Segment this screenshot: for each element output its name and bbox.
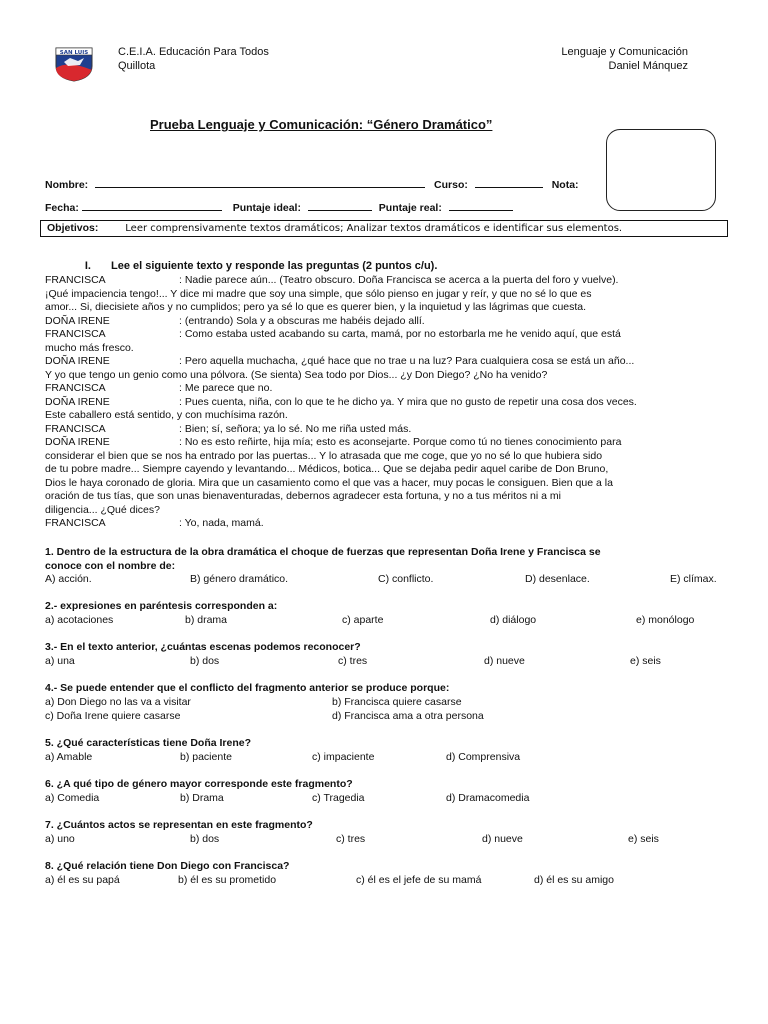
puntaje-ideal-label: Puntaje ideal:	[232, 202, 301, 214]
question-6	[0, 778, 768, 806]
speaker-name: FRANCISCA	[45, 422, 106, 435]
teacher-name: Daniel Mánquez	[608, 60, 688, 72]
dialogue-line	[45, 423, 735, 437]
speech-text: : Yo, nada, mamá.	[179, 517, 264, 529]
speech-continuation: oración de tus tías, que son unas bienaventuradas, debernos agradecer esta fortuna, y no a tus méritos ni a mi	[45, 490, 561, 502]
speech-continuation: ¡Qué impaciencia tengo!... Y dice mi madre que soy una simple, que sólo pienso en jugar y reír, y que no sé lo que es	[45, 287, 592, 300]
fecha-field[interactable]	[82, 200, 222, 211]
puntaje-real-field[interactable]	[449, 200, 513, 211]
speech-continuation: Dios le haya coronado de gloria. Mira que un casamiento como el que vas a hacer, muy pocas le consiguen. Bien que a la	[45, 476, 613, 489]
speech-continuation: considerar el bien que se nos ha entrado por las puertas... Y lo atrasada que me coge, que yo no sé lo que hubiera sido	[45, 449, 603, 462]
speech-text: : Nadie parece aún... (Teatro obscuro. Doña Francisca se acerca a la puerta del foro y vuelve).	[179, 274, 619, 286]
answer-option[interactable]: a) una	[45, 654, 75, 667]
answer-option[interactable]: b) paciente	[180, 750, 232, 763]
answer-option[interactable]: b) drama	[185, 613, 228, 626]
answer-option[interactable]: A) acción.	[45, 573, 92, 585]
answer-option[interactable]: E) clímax.	[670, 573, 717, 585]
answer-option[interactable]: a) él es su papá	[45, 873, 120, 886]
answer-option[interactable]: d) nueve	[482, 832, 523, 845]
answer-option[interactable]: c) Tragedia	[312, 791, 365, 804]
school-name: C.E.I.A. Educación Para Todos	[118, 46, 269, 58]
speech-continuation: mucho más fresco.	[45, 341, 134, 354]
grade-box[interactable]	[606, 129, 716, 211]
answer-option[interactable]: a) Don Diego no las va a visitar	[45, 695, 191, 708]
objectives-box	[40, 220, 728, 237]
answer-option[interactable]: c) tres	[338, 654, 368, 667]
speech-text: : Pues cuenta, niña, con lo que te he dicho ya. Y mira que no gusto de repetir una cosa dos veces.	[179, 395, 637, 408]
question-stem: 6. ¿A qué tipo de género mayor corresponde este fragmento?	[45, 778, 353, 790]
header-subject-block	[561, 45, 688, 73]
question-7	[0, 819, 768, 847]
answer-option[interactable]: d) Francisca ama a otra persona	[332, 709, 484, 722]
answer-option[interactable]: b) Drama	[180, 791, 224, 804]
answer-option[interactable]: d) diálogo	[490, 613, 537, 626]
question-stem: 4.- Se puede entender que el conflicto del fragmento anterior se produce porque:	[45, 682, 450, 694]
question-stem: 7. ¿Cuántos actos se representan en este fragmento?	[45, 819, 313, 831]
speech-text: : No es esto reñirte, hija mía; esto es aconsejarte. Porque como tú no tienes conocimiento para	[179, 436, 622, 448]
page-title: Prueba Lenguaje y Comunicación: “Género Dramático”	[150, 117, 493, 132]
speaker-name: DOÑA IRENE	[45, 395, 110, 408]
speaker-name: FRANCISCA	[45, 328, 106, 340]
speaker-name: DOÑA IRENE	[45, 314, 110, 327]
speech-continuation: de tu pobre madre... Siempre cayendo y levantando... Médicos, botica... Que se dejaba pedir aquel caribe de Don Bruno,	[45, 463, 609, 475]
question-5	[0, 737, 768, 765]
answer-option[interactable]: e) seis	[630, 654, 661, 667]
speech-continuation: Este caballero está sentido, y con muchísima razón.	[45, 409, 288, 421]
dialogue-line	[45, 517, 735, 531]
question-stem: 2.- expresiones en paréntesis corresponden a:	[45, 600, 278, 612]
answer-option[interactable]: d) Dramacomedia	[446, 791, 530, 804]
answer-option[interactable]: a) Comedia	[45, 791, 100, 804]
question-3	[0, 641, 768, 669]
dialogue-text	[45, 274, 735, 531]
speech-text: : Pero aquella muchacha, ¿qué hace que no trae u na luz? Para cualquiera cosa se está un año...	[179, 355, 635, 367]
objectives-text: Leer comprensivamente textos dramáticos; Analizar textos dramáticos e identificar sus elementos.	[125, 223, 623, 234]
subject-name: Lenguaje y Comunicación	[561, 46, 688, 58]
dialogue-line	[45, 328, 735, 342]
speaker-name: FRANCISCA	[45, 382, 106, 394]
speech-text: : Me parece que no.	[179, 382, 273, 394]
question-8	[0, 860, 768, 888]
question-stem: 8. ¿Qué relación tiene Don Diego con Francisca?	[45, 860, 290, 872]
speaker-name: FRANCISCA	[45, 274, 106, 286]
question-stem: 5. ¿Qué características tiene Doña Irene?	[45, 737, 252, 749]
objectives-label: Objetivos:	[47, 222, 99, 234]
speaker-name: DOÑA IRENE	[45, 436, 110, 448]
question-4	[0, 682, 768, 724]
speech-text: : Como estaba usted acabando su carta, mamá, por no estorbarla me he venido aquí, que está	[179, 328, 621, 340]
question-stem: 1. Dentro de la estructura de la obra dramática el choque de fuerzas que representan Doña Irene y Francisca se	[45, 546, 601, 558]
curso-label: Curso:	[434, 179, 468, 191]
speaker-name: DOÑA IRENE	[45, 355, 110, 367]
answer-option[interactable]: D) desenlace.	[525, 573, 590, 585]
question-1	[0, 546, 768, 587]
nombre-label: Nombre:	[45, 179, 89, 191]
answer-option[interactable]: b) él es su prometido	[178, 873, 277, 886]
nota-label: Nota:	[551, 179, 579, 191]
answer-option[interactable]: C) conflicto.	[378, 573, 434, 585]
fecha-label: Fecha:	[45, 202, 79, 214]
dialogue-line	[45, 436, 735, 450]
answer-option[interactable]: e) monólogo	[636, 613, 695, 626]
school-logo	[54, 46, 94, 82]
answer-option[interactable]: c) Doña Irene quiere casarse	[45, 709, 181, 722]
answer-option[interactable]: a) Amable	[45, 750, 93, 763]
speech-continuation: diligencia... ¿Qué dices?	[45, 503, 160, 516]
svg-text:SAN LUIS: SAN LUIS	[59, 50, 89, 56]
answer-option[interactable]: c) él es el jefe de su mamá	[356, 873, 482, 886]
nombre-field[interactable]	[95, 177, 425, 188]
answer-option[interactable]: b) dos	[190, 654, 220, 667]
dialogue-line	[45, 382, 735, 396]
answer-option[interactable]: d) él es su amigo	[534, 873, 614, 886]
section-instruction: Lee el siguiente texto y responde las preguntas (2 puntos c/u).	[111, 260, 438, 272]
question-stem: 3.- En el texto anterior, ¿cuántas escenas podemos reconocer?	[45, 641, 361, 653]
dialogue-line	[45, 355, 735, 369]
dialogue-line	[45, 315, 735, 329]
answer-option[interactable]: c) impaciente	[312, 750, 375, 763]
answer-option[interactable]: a) uno	[45, 832, 75, 845]
answer-option[interactable]: b) dos	[190, 832, 220, 845]
answer-option[interactable]: c) aparte	[342, 613, 384, 626]
fields-row-2	[45, 200, 513, 214]
question-stem: conoce con el nombre de:	[45, 559, 176, 572]
dialogue-line	[45, 396, 735, 410]
speaker-name: FRANCISCA	[45, 517, 106, 529]
section-number: I.	[84, 260, 91, 272]
speech-text: : (entrando) Sola y a obscuras me habéis dejado allí.	[179, 314, 425, 327]
answer-option[interactable]: a) acotaciones	[45, 613, 114, 626]
section-heading	[45, 260, 735, 274]
answer-option[interactable]: e) seis	[628, 832, 659, 845]
fields-row-1	[45, 177, 579, 191]
answer-option[interactable]: d) nueve	[484, 654, 525, 667]
dialogue-line	[45, 274, 735, 288]
curso-field[interactable]	[475, 177, 543, 188]
answer-option[interactable]: b) Francisca quiere casarse	[332, 695, 462, 708]
speech-continuation: amor... Si, diecisiete años y no cumplidos; pero ya sé lo que es querer bien, y la inquietud y las lágrimas que cuesta.	[45, 301, 587, 313]
speech-text: : Bien; sí, señora; ya lo sé. No me riña usted más.	[179, 422, 412, 435]
answer-option[interactable]: B) género dramático.	[190, 573, 289, 585]
answer-option[interactable]: d) Comprensiva	[446, 750, 521, 763]
speech-continuation: Y yo que tengo un genio como una pólvora. (Se sienta) Sea todo por Dios... ¿y Don Diego? ¿No ha venido?	[45, 368, 548, 381]
answer-option[interactable]: c) tres	[336, 832, 366, 845]
puntaje-ideal-field[interactable]	[308, 200, 372, 211]
header-school-block	[118, 45, 269, 73]
school-city: Quillota	[118, 60, 156, 72]
question-2	[0, 600, 768, 628]
puntaje-real-label: Puntaje real:	[378, 202, 442, 214]
